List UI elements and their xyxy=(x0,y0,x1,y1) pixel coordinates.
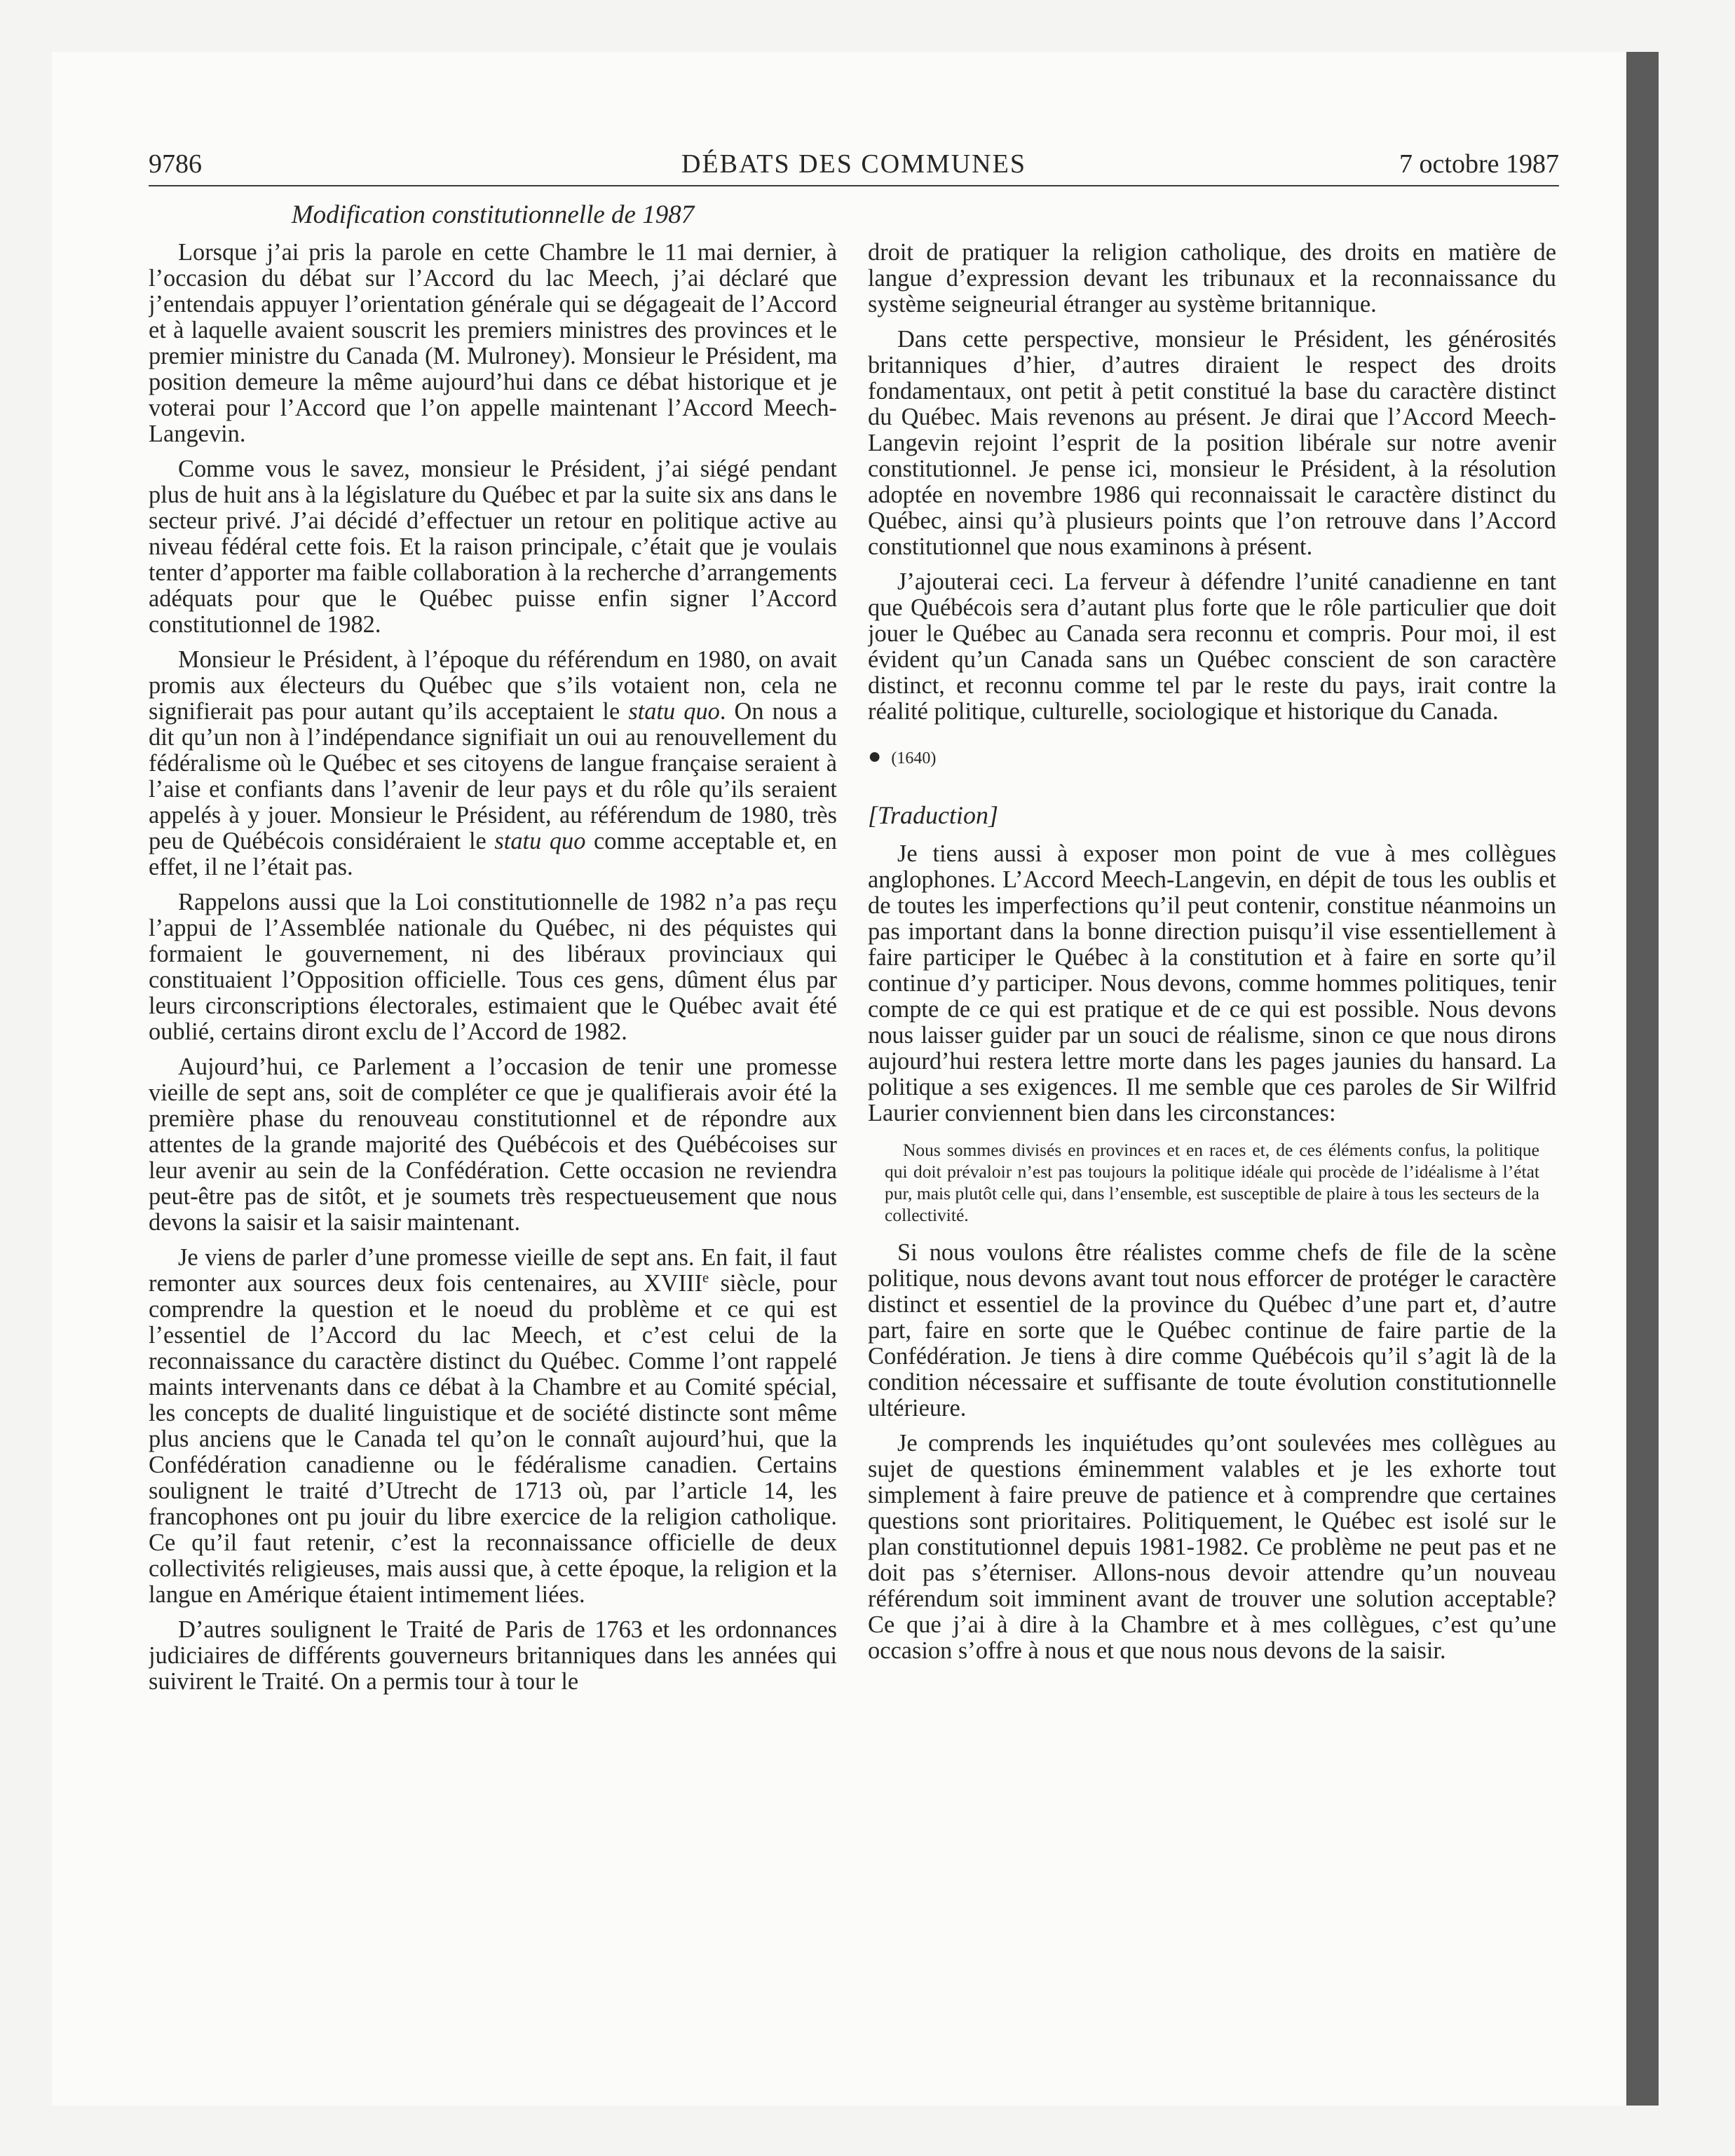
paragraph: Si nous voulons être réalistes comme chefs de file de la scène politique, nous devons avant tout nous efforcer de protéger le caractère distinct et essentiel de la province du Québec d’une part et, d’autre part, faire en sorte que le Québec continue de faire partie de la Confédération. Je tiens à dire comme Québécois qu’il s’agit là de la condition nécessaire et suffisante de toute évolution constitutionnelle ultérieure. xyxy=(868,1239,1556,1421)
text-run: . On nous a dit qu’un non à l’indépendance signifiait un oui au renouvellement du fédéralisme où le Québec et ses citoyens de langue française seraient à l’aise et confiants dans l’avenir de leur pays et du rôle qu’ils seraient appelés à y jouer. Monsieur le Président, au référendum de 1980, très peu de Québécois considéraient le xyxy=(149,698,837,854)
page-header xyxy=(149,146,1559,186)
superscript: e xyxy=(702,1270,709,1286)
paragraph: Comme vous le savez, monsieur le Président, j’ai siégé pendant plus de huit ans à la législature du Québec et par la suite six ans dans le secteur privé. J’ai décidé d’effectuer un retour en politique active au niveau fédéral cette fois. Et la raison principale, c’était que je voulais tenter d’apporter ma faible collaboration à la recherche d’arrangements adéquats pour que le Québec puisse enfin signer l’Accord constitutionnel de 1982. xyxy=(149,456,837,638)
text-run: Je viens de parler d’une promesse vieille de sept ans. En fait, il faut remonter aux sources deux fois centenaires, au XVIII xyxy=(149,1244,837,1297)
paragraph: Rappelons aussi que la Loi constitutionnelle de 1982 n’a pas reçu l’appui de l’Assemblée nationale du Québec, ni des péquistes qui formaient le gouvernement, ni des libéraux provinciaux qui constituaient l’Opposition officielle. Tous ces gens, dûment élus par leurs circonscriptions électorales, estimaient que le Québec avait été oublié, certains diront exclu de l’Accord de 1982. xyxy=(149,889,837,1045)
paragraph: Aujourd’hui, ce Parlement a l’occasion de tenir une promesse vieille de sept ans, soit de compléter ce que je qualifierais avoir été la première phase du renouveau constitutionnel et de répondre aux attentes de la grande majorité des Québécois et des Québécoises sur leur avenir au sein de la Confédération. Cette occasion ne reviendra peut-être pas de sitôt, et je soumets très respectueusement que nous devons la saisir et la saisir maintenant. xyxy=(149,1053,837,1236)
publication-title: DÉBATS DES COMMUNES xyxy=(681,149,1026,179)
paragraph: Lorsque j’ai pris la parole en cette Chambre le 11 mai dernier, à l’occasion du débat sur l’Accord du lac Meech, j’ai déclaré que j’entendais appuyer l’orientation générale qui se dégageait de l’Accord et à laquelle avaient souscrit les premiers ministres des provinces et le premier ministre du Canada (M. Mulroney). Monsieur le Président, ma position demeure la même aujourd’hui dans ce débat historique et je voterai pour l’Accord que l’on appelle maintenant l’Accord Meech-Langevin. xyxy=(149,240,837,447)
paragraph xyxy=(149,647,837,880)
time-marker xyxy=(868,742,1556,772)
text-run: Monsieur le Président, à l’époque du référendum en 1980, on avait promis aux électeurs du Québec que s’ils votaient non, cela ne signifierait pas pour autant qu’ils acceptaient le xyxy=(149,646,837,725)
page-date: 7 octobre 1987 xyxy=(1399,149,1559,179)
left-column xyxy=(149,240,837,2083)
text-run: siècle, pour comprendre la question et le noeud du problème et ce qui est l’essentiel de l’Accord du lac Meech, et c’est celui de la reconnaissance du caractère distinct du Québec. Comme l’ont rappelé maints intervenants dans ce débat à la Chambre et au Comité spécial, les concepts de dualité linguistique et de société distincte sont même plus anciens que le Canada tel qu’on le connaît aujourd’hui, que la Confédération canadienne ou le fédéralisme canadien. Certains soulignent le traité d’Utrecht de 1713 où, par l’article 14, les francophones ont pu jouir du libre exercice de la religion catholique. Ce qu’il faut retenir, c’est la reconnaissance officielle de deux collectivités religieuses, mais aussi que, à cette époque, la religion et la langue en Amérique étaient intimement liées. xyxy=(149,1270,837,1608)
block-quote: Nous sommes divisés en provinces et en races et, de ces éléments confus, la politique qui doit prévaloir n’est pas toujours la politique idéale qui procède de l’idéalisme à l’état pur, mais plutôt celle qui, dans l’ensemble, est susceptible de plaire à tous les secteurs de la collectivité. xyxy=(885,1140,1539,1225)
latin-term: statu quo xyxy=(494,828,586,854)
section-subtitle: Modification constitutionnelle de 1987 xyxy=(291,200,695,229)
paragraph xyxy=(149,1245,837,1608)
page-number: 9786 xyxy=(149,149,202,179)
text-run: comme acceptable et, en effet, il ne l’était pas. xyxy=(149,828,837,880)
paragraph: Je comprends les inquiétudes qu’ont soulevées mes collègues au sujet de questions éminemment valables et je les exhorte tout simplement à faire preuve de patience et à comprendre que certaines questions sont prioritaires. Politiquement, le Québec est isolé sur le plan constitutionnel depuis 1981-1982. Ce problème ne peut pas et ne doit pas s’éterniser. Allons-nous devoir attendre qu’un nouveau référendum soit imminent avant de trouver une solution acceptable? Ce que j’ai à dire à la Chambre et à mes collègues, c’est qu’une occasion s’offre à nous et que nous nous devons de la saisir. xyxy=(868,1430,1556,1664)
paragraph: Dans cette perspective, monsieur le Président, les générosités britanniques d’hier, d’autres diraient le respect des droits fondamentaux, ont petit à petit constitué la base du caractère distinct du Québec. Mais revenons au présent. Je dirai que l’Accord Meech-Langevin rejoint l’esprit de la position libérale sur notre avenir constitutionnel. Je pense ici, monsieur le Président, à la résolution adoptée en novembre 1986 qui reconnaissait le caractère distinct du Québec, ainsi qu’à plusieurs points que l’on retrouve dans l’Accord constitutionnel que nous examinons à présent. xyxy=(868,326,1556,560)
time-marker-label: (1640) xyxy=(891,749,937,767)
binding-edge xyxy=(1626,52,1659,2106)
paragraph: D’autres soulignent le Traité de Paris de 1763 et les ordonnances judiciaires de différents gouverneurs britanniques dans les années qui suivirent le Traité. On a permis tour à tour le xyxy=(149,1616,837,1695)
paragraph: Je tiens aussi à exposer mon point de vue à mes collègues anglophones. L’Accord Meech-Langevin, en dépit de tous les oublis et de toutes les imperfections qu’il peut contenir, constitue néanmoins un pas important dans la bonne direction puisqu’il vise essentiellement à faire participer le Québec à la constitution et à faire en sorte qu’il continue d’y participer. Nous devons, comme hommes politiques, tenir compte de ce qui est pratique et de ce qui est possible. Nous devons nous laisser guider par un souci de réalisme, sinon ce que nous dirons aujourd’hui restera lettre morte dans les pages jaunies du hansard. La politique a ses exigences. Il me semble que ces paroles de Sir Wilfrid Laurier conviennent bien dans les circonstances: xyxy=(868,840,1556,1126)
bullet-icon: ● xyxy=(868,743,882,768)
right-column xyxy=(868,240,1556,2083)
translation-label: [Traduction] xyxy=(868,801,999,829)
latin-term: statu quo xyxy=(628,698,720,725)
paragraph-continued: droit de pratiquer la religion catholique, des droits en matière de langue d’expression devant les tribunaux et la reconnaissance du système seigneurial étranger au système britannique. xyxy=(868,240,1556,318)
paragraph: J’ajouterai ceci. La ferveur à défendre l’unité canadienne en tant que Québécois sera d’autant plus forte que le rôle particulier que doit jouer le Québec au Canada sera reconnu et compris. Pour moi, il est évident qu’un Canada sans un Québec conscient de son caractère distinct, et reconnu comme tel par le reste du pays, irait contre la réalité politique, culturelle, sociologique et historique du Canada. xyxy=(868,568,1556,725)
